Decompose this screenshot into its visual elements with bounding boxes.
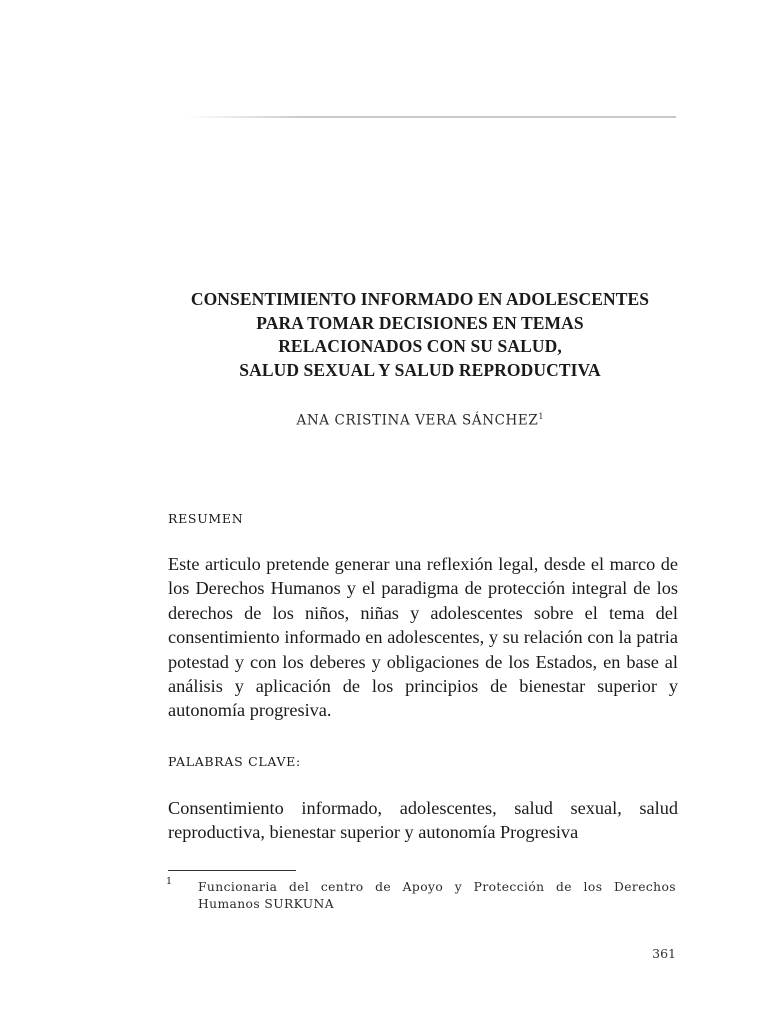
author-footnote-ref[interactable]: 1	[538, 412, 544, 421]
article-title	[120, 288, 720, 382]
abstract-paragraph: Este articulo pretende generar una reflexión legal, desde el marco de los Derechos Humanos y el paradigma de protección integral de los derechos de los niños, niñas y adolescentes sobre el tema del consentimiento informado en adolescentes, y su relación con la patria potestad y con los deberes y obligaciones de los Estados, en base al análisis y aplicación de los principios de bienestar superior y autonomía progresiva.	[168, 554, 678, 721]
author-line	[120, 412, 720, 429]
footnote-separator	[168, 870, 296, 871]
keywords-heading: PALABRAS CLAVE:	[168, 754, 301, 769]
author-name: ANA CRISTINA VERA SÁNCHEZ	[296, 412, 539, 429]
header-rule	[185, 116, 676, 118]
title-line-3: RELACIONADOS CON SU SALUD,	[278, 336, 562, 356]
title-line-2: PARA TOMAR DECISIONES EN TEMAS	[256, 312, 584, 333]
keywords-paragraph: Consentimiento informado, adolescentes, salud sexual, salud reproductiva, bienestar superior y autonomía Progresiva	[168, 798, 678, 843]
title-line-4: SALUD SEXUAL Y SALUD REPRODUCTIVA	[239, 359, 601, 380]
footnote-marker: 1	[166, 876, 173, 887]
abstract-heading: RESUMEN	[168, 511, 244, 526]
page-number: 361	[652, 946, 676, 961]
title-line-1: CONSENTIMIENTO INFORMADO EN ADOLESCENTES	[190, 289, 650, 309]
footnote-text: Funcionaria del centro de Apoyo y Protección de los Derechos Humanos SURKUNA	[198, 880, 676, 911]
